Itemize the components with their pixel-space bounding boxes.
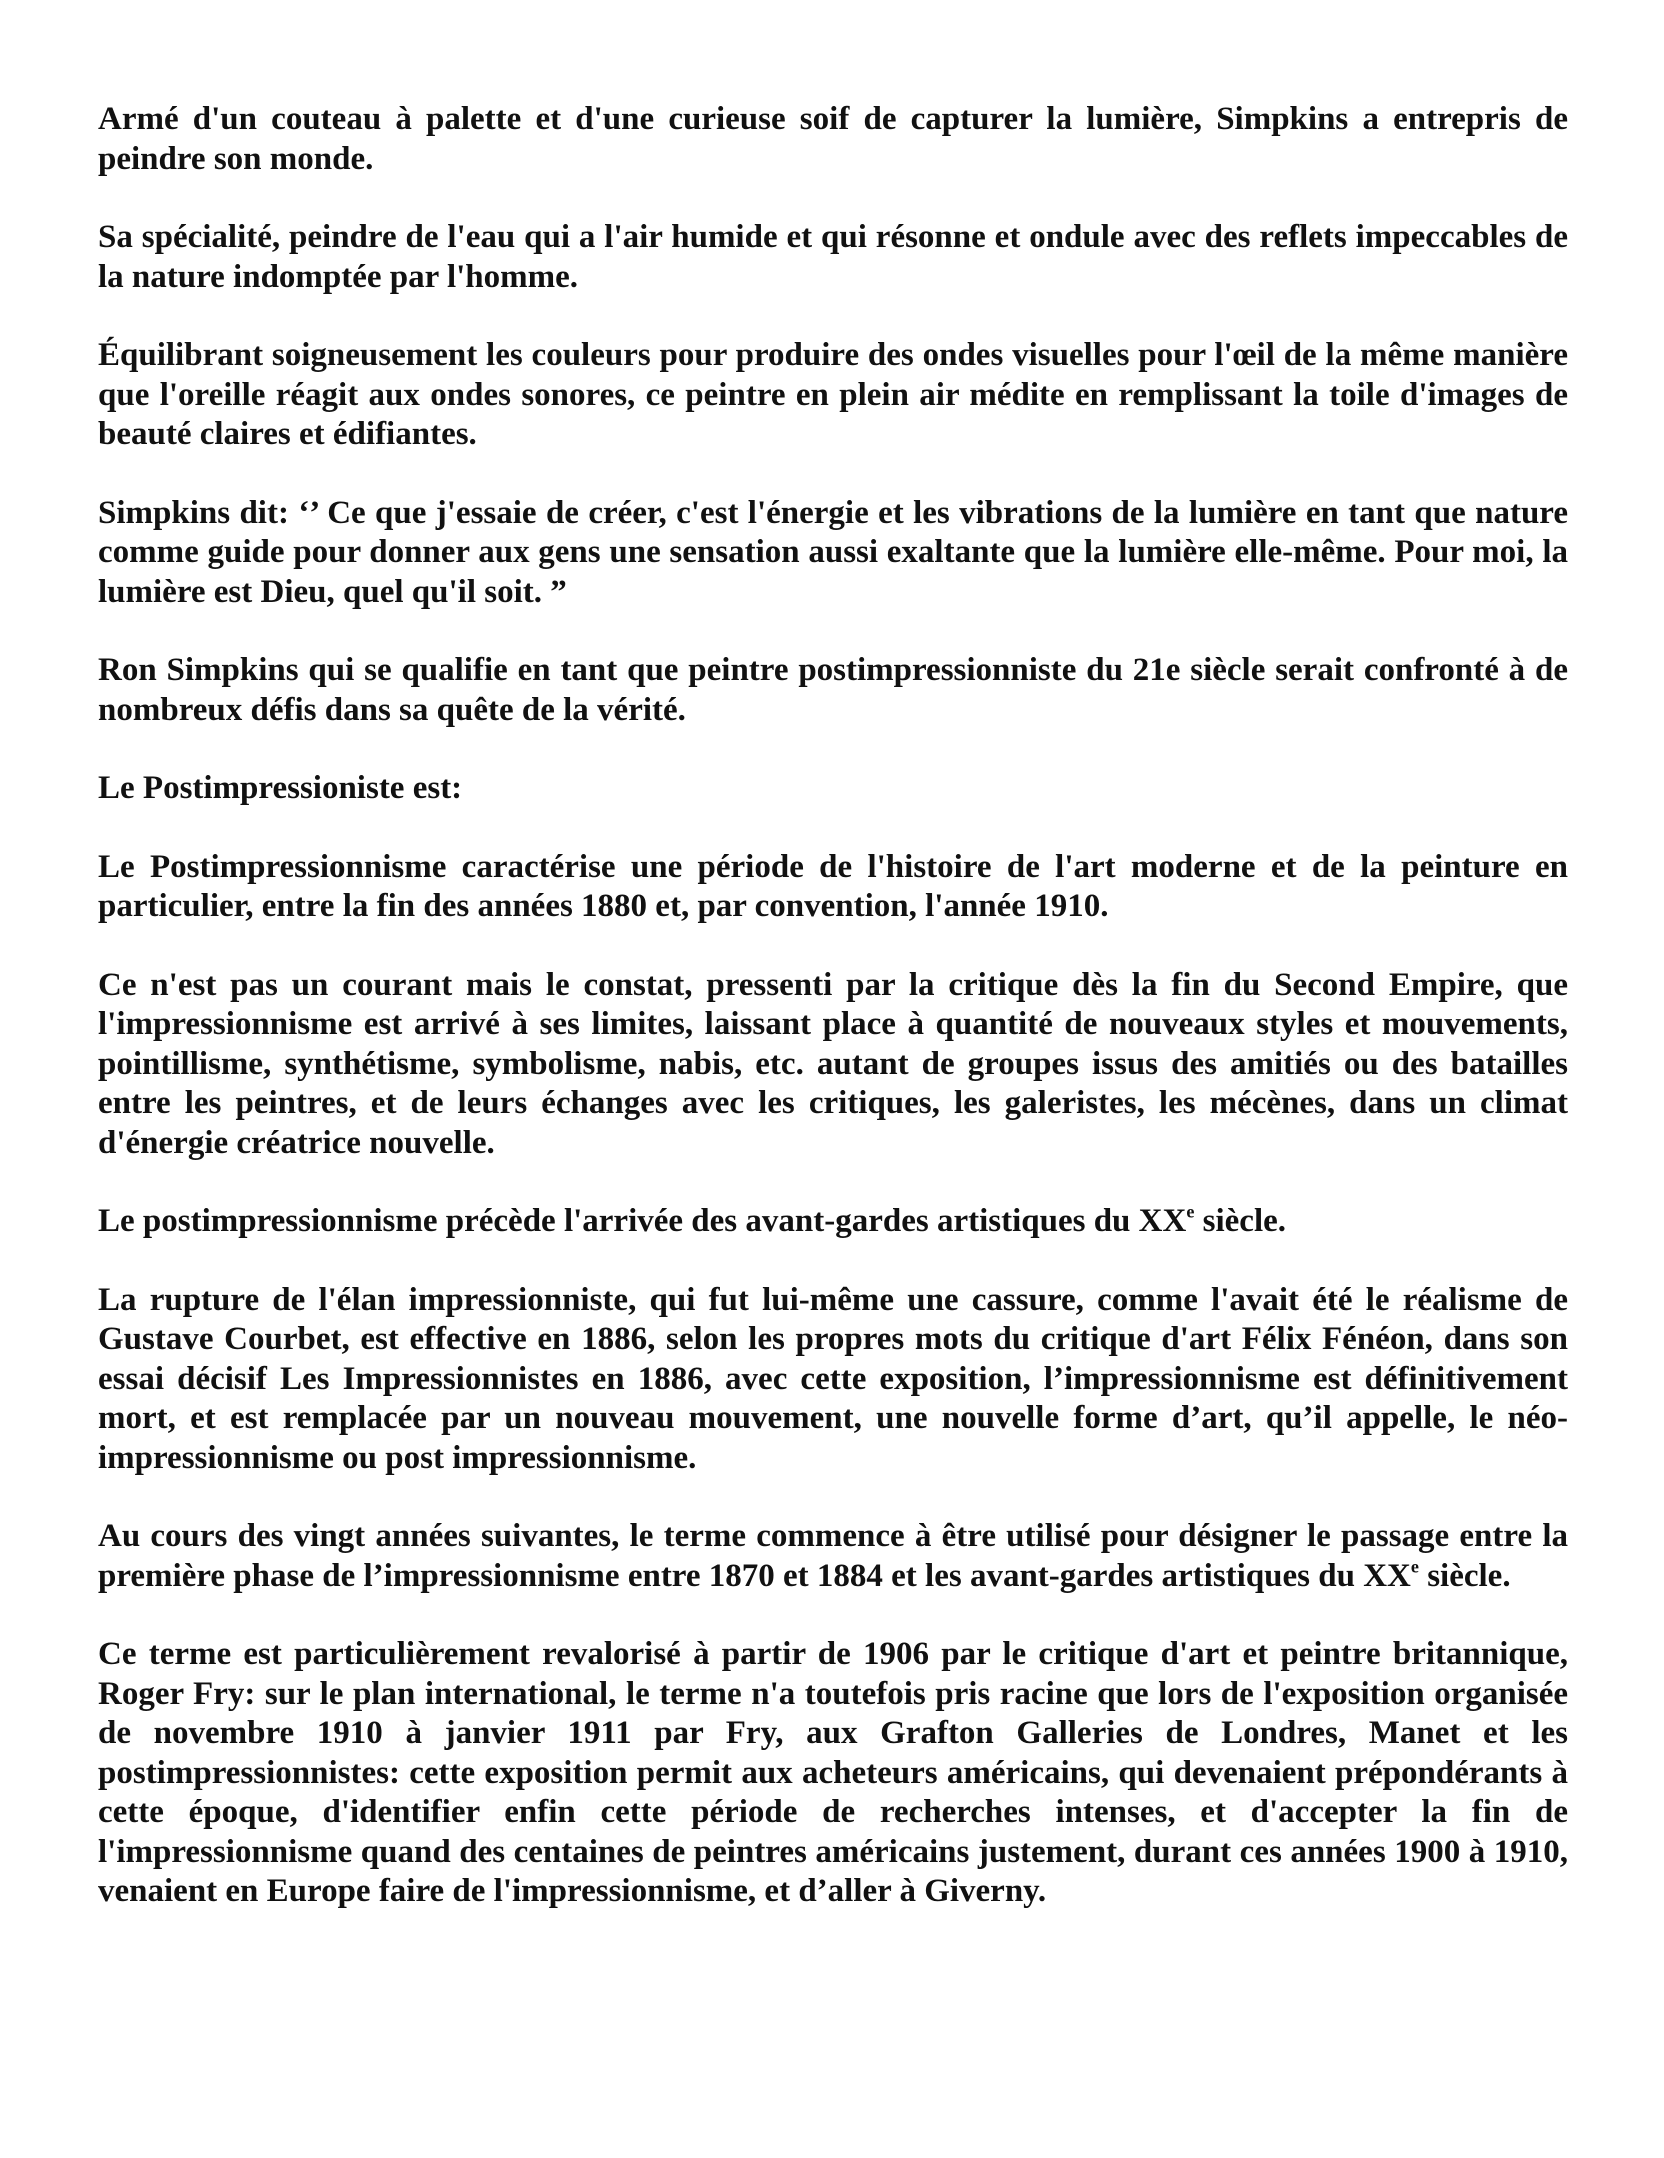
paragraph-speciality: Sa spécialité, peindre de l'eau qui a l'air humide et qui résonne et ondule avec des reflets impeccables de la nature indomptée par l'homme.: [98, 219, 1568, 295]
paragraph-rupture: La rupture de l'élan impressionniste, qui fut lui-même une cassure, comme l'avait été le réalisme de Gustave Courbet, est effective en 1886, selon les propres mots du critique d'art Félix Fénéon, dans son essai décisif Les Impressionnistes en 1886, avec cette exposition, l’impressionnisme est définitivement mort, et est remplacée par un nouveau mouvement, une nouvelle forme d’art, qu’il appelle, le néo-impressionnisme ou post impressionnisme.: [98, 1281, 1568, 1476]
paragraph-not-a-movement: Ce n'est pas un courant mais le constat, pressenti par la critique dès la fin du Second Empire, que l'impressionnisme est arrivé à ses limites, laissant place à quantité de nouveaux styles et mouvements, pointillisme, synthétisme, symbolisme, nabis, etc. autant de groupes issus des amitiés ou des batailles entre les peintres, et de leurs échanges avec les critiques, les galeristes, les mécènes, dans un climat d'énergie créatrice nouvelle.: [98, 966, 1568, 1161]
paragraph-roger-fry: Ce terme est particulièrement revalorisé à partir de 1906 par le critique d'art et peintre britannique, Roger Fry: sur le plan international, le terme n'a toutefois pris racine que lors de l'exposition organisée de novembre 1910 à janvier 1911 par Fry, aux Grafton Galleries de Londres, Manet et les postimpressionnistes: cette exposition permit aux acheteurs américains, qui devenaient prépondérants à cette époque, d'identifier enfin cette période de recherches intenses, et d'accepter la fin de l'impressionnisme quand des centaines de peintres américains justement, durant ces années 1900 à 1910, venaient en Europe faire de l'impressionnisme, et d’aller à Giverny.: [98, 1636, 1568, 1909]
superscript: e: [1410, 1555, 1419, 1576]
text-segment: siècle.: [1194, 1203, 1287, 1239]
document-body: [98, 100, 1568, 1951]
superscript: e: [1186, 1201, 1195, 1222]
text-segment: siècle.: [1418, 1557, 1511, 1594]
paragraph-twenty-years: [98, 1517, 1568, 1596]
paragraph-definition: Le Postimpressionnisme caractérise une période de l'histoire de l'art moderne et de la peinture en particulier, entre la fin des années 1880 et, par convention, l'année 1910.: [98, 848, 1568, 924]
text-segment: Au cours des vingt années suivantes, le terme commence à être utilisé pour désigner le passage entre la première phase de l’impressionnisme entre 1870 et 1884 et les avant-gardes artistiques du XX: [98, 1518, 1568, 1594]
paragraph-colour-balance: Équilibrant soigneusement les couleurs pour produire des ondes visuelles pour l'œil de la même manière que l'oreille réagit aux ondes sonores, ce peintre en plein air médite en remplissant la toile d'images de beauté claires et édifiantes.: [98, 337, 1568, 452]
paragraph-simpkins-intro: Armé d'un couteau à palette et d'une curieuse soif de capturer la lumière, Simpkins a entrepris de peindre son monde.: [98, 101, 1568, 177]
text-segment: Le postimpressionnisme précède l'arrivée des avant-gardes artistiques du XX: [98, 1203, 1187, 1239]
paragraph-heading-postimpressioniste: Le Postimpressioniste est:: [98, 770, 463, 806]
paragraph-ron-simpkins: Ron Simpkins qui se qualifie en tant que peintre postimpressionniste du 21e siècle serait confronté à de nombreux défis dans sa quête de la vérité.: [98, 652, 1568, 728]
paragraph-quote: Simpkins dit: ‘’ Ce que j'essaie de créer, c'est l'énergie et les vibrations de la lumière en tant que nature comme guide pour donner aux gens une sensation aussi exaltante que la lumière elle-même. Pour moi, la lumière est Dieu, quel qu'il soit. ”: [98, 494, 1568, 610]
paragraph-precedes-avant-garde: [98, 1202, 1568, 1242]
